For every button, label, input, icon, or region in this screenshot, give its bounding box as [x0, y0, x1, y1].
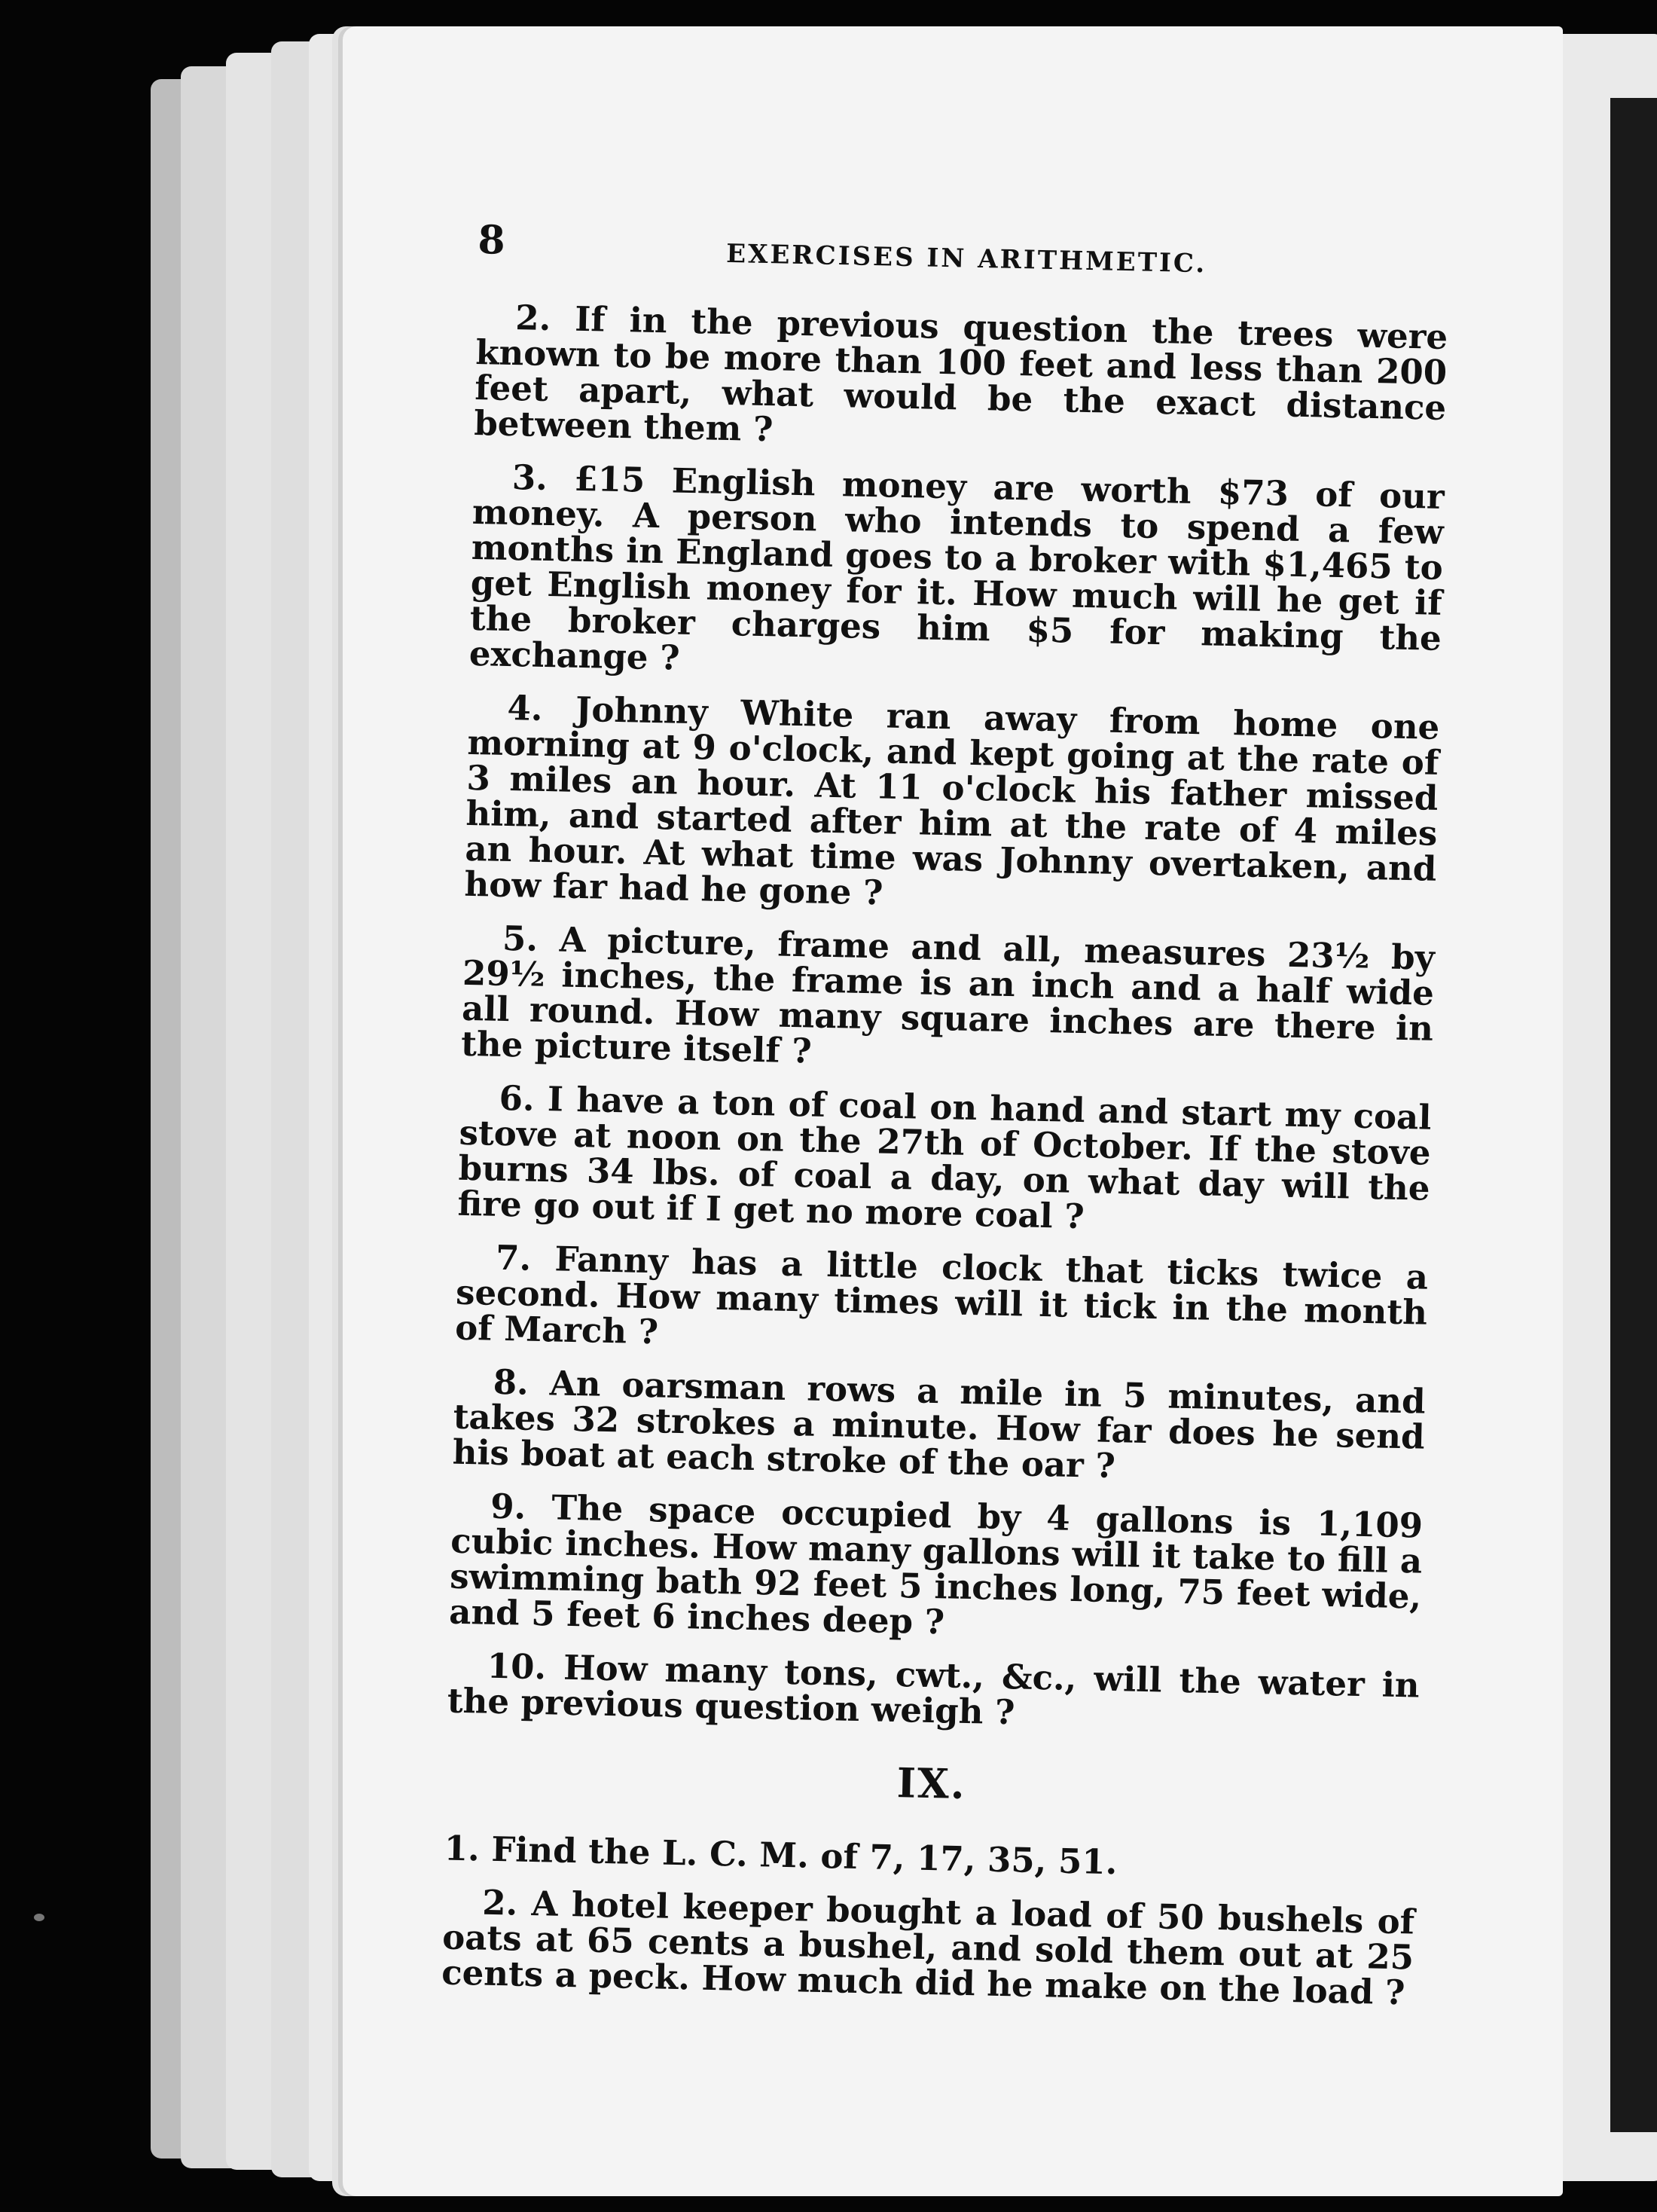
book-page	[343, 26, 1563, 2196]
problem-number: 2.	[481, 1882, 518, 1923]
problem-text: If in the previous question the trees were known to be more than 100 feet and less than 200 feet apart, what would be the exact distance between them ?	[473, 298, 1448, 450]
running-title: EXERCISES IN ARITHMETIC.	[725, 238, 1207, 280]
problem-number: 8.	[493, 1361, 529, 1403]
problem-text: Fanny has a little clock that ticks twice a second. How many times will it tick in the month of March ?	[454, 1239, 1429, 1352]
page-number: 8	[477, 217, 506, 264]
problem-number: 3.	[511, 457, 548, 498]
problem-9	[449, 1488, 1424, 1650]
problem-text: A hotel keeper bought a load of 50 bushels of oats at 65 cents a bushel, and sold them out at 25 cents a peck. How much did he make on the load ?	[441, 1883, 1415, 2013]
problem-7	[455, 1239, 1429, 1366]
problem-8	[452, 1361, 1427, 1490]
dust-speck	[34, 1914, 44, 1921]
section-heading: IX.	[896, 1758, 967, 1809]
problem-number: 6.	[499, 1077, 536, 1119]
problem-number: 4.	[506, 687, 544, 729]
problem-number: 7.	[495, 1237, 532, 1279]
problem-6	[457, 1077, 1432, 1242]
problem-text: £15 English money are worth $73 of our money. A person who intends to spend a few months in England goes to a broker with $1,465 to get English money for it. How much will he get if the broker charges him $5 for making the exchange ?	[468, 458, 1445, 678]
section-problem-2	[441, 1884, 1415, 2011]
problem-number: 9.	[490, 1486, 526, 1527]
problem-number: 5.	[502, 918, 539, 959]
problem-text: Johnny White ran away from home one morning at 9 o'clock, and kept going at the rate of 3 miles an hour. At 11 o'clock his father missed him, and started after him at the rate of 4 miles an hour. At what time was Johnny overtaken, and how far had he gone ?	[464, 689, 1440, 913]
problem-4	[464, 689, 1440, 922]
problem-text: Find the L. C. M. of 7, 17, 35, 51.	[490, 1829, 1118, 1883]
problem-number: 2.	[514, 298, 551, 339]
problem-text: A picture, frame and all, measures 23½ by 29½ inches, the frame is an inch and a half wide all round. How many square inches are there in the picture itself ?	[460, 919, 1436, 1071]
problem-text: How many tons, cwt., &c., will the water in the previous question weigh ?	[447, 1647, 1421, 1733]
problem-10	[447, 1645, 1421, 1739]
page-text	[441, 217, 1449, 2028]
problem-5	[461, 920, 1436, 1082]
book-spine	[1610, 98, 1657, 2132]
problem-text: The space occupied by 4 gallons is 1,109 cubic inches. How many gallons will it take to fill a swimming bath 92 feet 5 inches long, 75 feet wide, and 5 feet 6 inches deep ?	[448, 1487, 1424, 1642]
problem-number: 1.	[444, 1828, 481, 1869]
problem-number: 10.	[487, 1645, 547, 1688]
page-header	[477, 217, 1450, 295]
problem-3	[469, 459, 1445, 692]
problem-2	[474, 299, 1448, 461]
section-problem-1	[444, 1828, 1416, 1887]
problem-text: An oarsman rows a mile in 5 minutes, and takes 32 strokes a minute. How far does he send his boat at each stroke of the oar ?	[452, 1363, 1427, 1486]
problem-text: I have a ton of coal on hand and start my coal stove at noon on the 27th of October. If the stove burns 34 lbs. of coal a day, on what day will the fire go out if I get no more coal ?	[457, 1079, 1432, 1237]
